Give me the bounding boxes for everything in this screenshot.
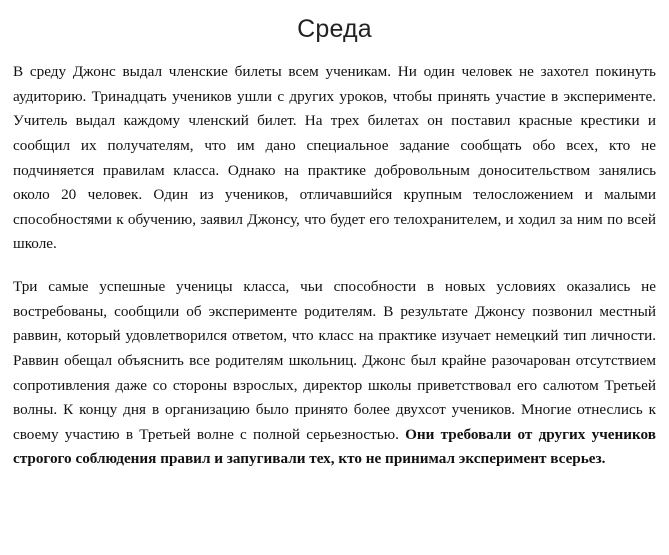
page-title: Среда — [297, 15, 372, 43]
paragraph-2-bold-tail: Они требовали от других учеников строгого соблюдения правил и запугивали тех, кто не принимал эксперимент всерьез. — [13, 425, 656, 468]
paragraph-2 — [12, 275, 657, 472]
paragraph-2-text: Три самые успешные ученицы класса, чьи способности в новых условиях оказались не востребованы, сообщили об эксперименте родителям. В результате Джонсу позвонил местный раввин, который удовлетворился ответом, что класс на практике изучает немецкий тип личности. Раввин обещал объяснить все родителям школьниц. Джонс был крайне разочарован отсутствием сопротивления даже со стороны взрослых, директор школы приветствовал его салютом Третьей волны. К концу дня в организацию было принято более двухсот учеников. Многие отнеслись к своему участию в Третьей волне с полной серьезностью. — [13, 278, 656, 443]
paragraph-1: В среду Джонс выдал членские билеты всем ученикам. Ни один человек не захотел покинуть аудиторию. Тринадцать учеников ушли с других уроков, чтобы принять участие в эксперименте. Учитель выдал каждому членский билет. На трех билетах он поставил красные крестики и сообщил их получателям, что им дано специальное задание сообщать обо всех, кто не подчиняется правилам класса. Однако на практике добровольным доносительством занялись около 20 человек. Один из учеников, отличавшийся крупным телосложением и малыми способностями к обучению, заявил Джонсу, что будет его телохранителем, и ходил за ним по всей школе. — [13, 63, 656, 253]
